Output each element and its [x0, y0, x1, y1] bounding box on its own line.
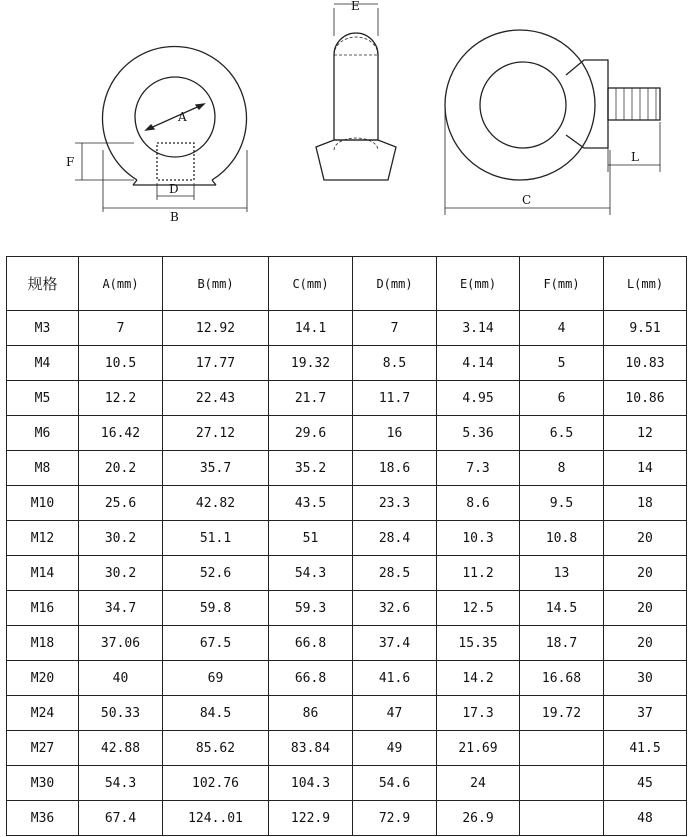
spec-cell: M5	[7, 381, 79, 416]
table-row	[7, 556, 687, 591]
spec-cell: M10	[7, 486, 79, 521]
value-cell: 25.6	[79, 486, 163, 521]
value-cell: 32.6	[353, 591, 437, 626]
value-cell: 28.5	[353, 556, 437, 591]
spec-cell: M8	[7, 451, 79, 486]
label-l: L	[631, 150, 639, 164]
value-cell: 41.6	[353, 661, 437, 696]
spec-table	[6, 256, 687, 836]
value-cell: 10.3	[437, 521, 520, 556]
value-cell: 19.72	[520, 696, 604, 731]
value-cell: 69	[163, 661, 269, 696]
spec-cell: M14	[7, 556, 79, 591]
value-cell: 20	[604, 626, 687, 661]
value-cell: 49	[353, 731, 437, 766]
spec-cell: M3	[7, 311, 79, 346]
header-row	[7, 257, 687, 311]
value-cell: 5	[520, 346, 604, 381]
header-b: B(mm)	[163, 257, 269, 311]
value-cell: 14.1	[269, 311, 353, 346]
value-cell: 11.7	[353, 381, 437, 416]
value-cell: 30.2	[79, 521, 163, 556]
value-cell: 85.62	[163, 731, 269, 766]
value-cell: 124..01	[163, 801, 269, 836]
table-row	[7, 346, 687, 381]
value-cell: 6	[520, 381, 604, 416]
spec-cell: M20	[7, 661, 79, 696]
value-cell: 42.82	[163, 486, 269, 521]
value-cell: 83.84	[269, 731, 353, 766]
table-row	[7, 731, 687, 766]
value-cell: 19.32	[269, 346, 353, 381]
table-row	[7, 801, 687, 836]
value-cell: 14.5	[520, 591, 604, 626]
value-cell: 10.5	[79, 346, 163, 381]
spec-cell: M6	[7, 416, 79, 451]
eye-bolt-drawings	[0, 0, 691, 250]
value-cell: 12	[604, 416, 687, 451]
value-cell: 43.5	[269, 486, 353, 521]
value-cell: 20	[604, 591, 687, 626]
side-view	[316, 4, 396, 180]
value-cell: 5.36	[437, 416, 520, 451]
value-cell: 8.5	[353, 346, 437, 381]
value-cell: 17.77	[163, 346, 269, 381]
table-row	[7, 311, 687, 346]
top-view	[445, 30, 660, 215]
value-cell: 8	[520, 451, 604, 486]
value-cell: 104.3	[269, 766, 353, 801]
value-cell: 40	[79, 661, 163, 696]
value-cell	[520, 766, 604, 801]
value-cell: 59.3	[269, 591, 353, 626]
value-cell	[520, 801, 604, 836]
value-cell: 6.5	[520, 416, 604, 451]
table-row	[7, 766, 687, 801]
header-f: F(mm)	[520, 257, 604, 311]
value-cell: 30.2	[79, 556, 163, 591]
label-d: D	[169, 182, 179, 196]
value-cell: 7	[79, 311, 163, 346]
value-cell: 45	[604, 766, 687, 801]
table-row	[7, 661, 687, 696]
value-cell: 14	[604, 451, 687, 486]
value-cell: 3.14	[437, 311, 520, 346]
value-cell: 37.06	[79, 626, 163, 661]
value-cell: 28.4	[353, 521, 437, 556]
spec-cell: M4	[7, 346, 79, 381]
table-row	[7, 416, 687, 451]
value-cell: 7	[353, 311, 437, 346]
table-row	[7, 521, 687, 556]
value-cell: 66.8	[269, 626, 353, 661]
value-cell: 10.86	[604, 381, 687, 416]
spec-cell: M18	[7, 626, 79, 661]
header-c: C(mm)	[269, 257, 353, 311]
value-cell: 27.12	[163, 416, 269, 451]
value-cell: 54.6	[353, 766, 437, 801]
header-a: A(mm)	[79, 257, 163, 311]
label-a: A	[178, 110, 187, 124]
value-cell: 84.5	[163, 696, 269, 731]
value-cell: 86	[269, 696, 353, 731]
value-cell: 8.6	[437, 486, 520, 521]
front-view	[75, 47, 247, 212]
value-cell: 35.7	[163, 451, 269, 486]
value-cell: 10.83	[604, 346, 687, 381]
value-cell: 4.14	[437, 346, 520, 381]
value-cell: 26.9	[437, 801, 520, 836]
table-row	[7, 591, 687, 626]
value-cell: 102.76	[163, 766, 269, 801]
value-cell: 16	[353, 416, 437, 451]
value-cell: 122.9	[269, 801, 353, 836]
spec-cell: M16	[7, 591, 79, 626]
value-cell: 35.2	[269, 451, 353, 486]
value-cell: 48	[604, 801, 687, 836]
value-cell: 47	[353, 696, 437, 731]
value-cell: 54.3	[79, 766, 163, 801]
value-cell: 18.7	[520, 626, 604, 661]
value-cell: 7.3	[437, 451, 520, 486]
value-cell: 37	[604, 696, 687, 731]
value-cell: 18	[604, 486, 687, 521]
value-cell: 9.5	[520, 486, 604, 521]
value-cell: 20.2	[79, 451, 163, 486]
header-spec: 规格	[7, 257, 79, 311]
label-e: E	[351, 0, 360, 13]
dimension-diagram	[0, 0, 691, 250]
value-cell: 16.42	[79, 416, 163, 451]
table-row	[7, 626, 687, 661]
value-cell: 59.8	[163, 591, 269, 626]
value-cell: 51	[269, 521, 353, 556]
value-cell: 21.7	[269, 381, 353, 416]
value-cell: 66.8	[269, 661, 353, 696]
value-cell: 51.1	[163, 521, 269, 556]
value-cell: 52.6	[163, 556, 269, 591]
label-c: C	[522, 193, 532, 207]
value-cell: 72.9	[353, 801, 437, 836]
table-row	[7, 486, 687, 521]
value-cell: 20	[604, 556, 687, 591]
table-row	[7, 696, 687, 731]
value-cell: 23.3	[353, 486, 437, 521]
value-cell: 54.3	[269, 556, 353, 591]
value-cell: 50.33	[79, 696, 163, 731]
header-e: E(mm)	[437, 257, 520, 311]
value-cell: 12.92	[163, 311, 269, 346]
value-cell: 4	[520, 311, 604, 346]
header-d: D(mm)	[353, 257, 437, 311]
value-cell: 41.5	[604, 731, 687, 766]
value-cell: 4.95	[437, 381, 520, 416]
spec-cell: M36	[7, 801, 79, 836]
value-cell: 22.43	[163, 381, 269, 416]
value-cell: 10.8	[520, 521, 604, 556]
value-cell: 21.69	[437, 731, 520, 766]
header-l: L(mm)	[604, 257, 687, 311]
label-b: B	[170, 210, 179, 224]
spec-cell: M12	[7, 521, 79, 556]
spec-cell: M24	[7, 696, 79, 731]
value-cell: 67.4	[79, 801, 163, 836]
value-cell: 30	[604, 661, 687, 696]
value-cell	[520, 731, 604, 766]
value-cell: 12.2	[79, 381, 163, 416]
value-cell: 29.6	[269, 416, 353, 451]
value-cell: 11.2	[437, 556, 520, 591]
value-cell: 15.35	[437, 626, 520, 661]
spec-cell: M30	[7, 766, 79, 801]
label-f: F	[66, 155, 75, 169]
value-cell: 12.5	[437, 591, 520, 626]
table-row	[7, 451, 687, 486]
table-row	[7, 381, 687, 416]
value-cell: 34.7	[79, 591, 163, 626]
value-cell: 37.4	[353, 626, 437, 661]
value-cell: 14.2	[437, 661, 520, 696]
spec-cell: M27	[7, 731, 79, 766]
value-cell: 18.6	[353, 451, 437, 486]
value-cell: 17.3	[437, 696, 520, 731]
value-cell: 20	[604, 521, 687, 556]
value-cell: 13	[520, 556, 604, 591]
value-cell: 16.68	[520, 661, 604, 696]
value-cell: 9.51	[604, 311, 687, 346]
value-cell: 67.5	[163, 626, 269, 661]
value-cell: 42.88	[79, 731, 163, 766]
value-cell: 24	[437, 766, 520, 801]
